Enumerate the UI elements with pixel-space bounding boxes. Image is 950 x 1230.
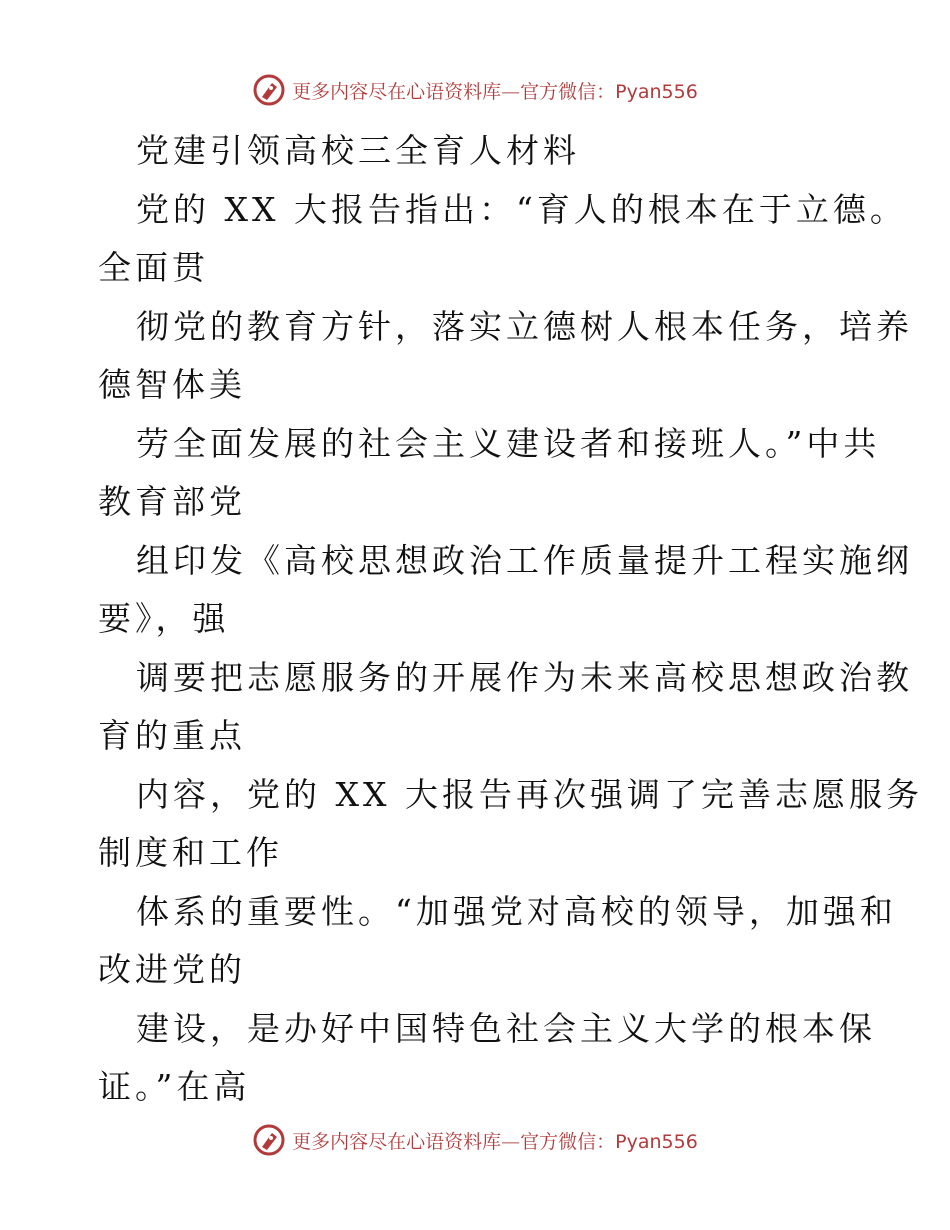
pen-nib-circle-icon — [252, 1123, 286, 1157]
text-line: 建设，是办好中国特色社会主义大学的根本保 — [136, 1008, 876, 1048]
text-line: 制度和工作 — [98, 833, 283, 872]
text-line: 教育部党 — [98, 482, 246, 521]
watermark-text — [292, 1127, 698, 1154]
document-title: 党建引领高校三全育人材料 — [136, 131, 580, 170]
watermark-main: 更多内容尽在心语资料库 — [292, 1130, 502, 1153]
text-line: 彻党的教育方针，落实立德树人根本任务，培养 — [136, 306, 913, 346]
text-line: 体系的重要性。“加强党对高校的领导，加强和 — [136, 891, 897, 931]
text-line: 育的重点 — [98, 716, 246, 755]
watermark-main: 更多内容尽在心语资料库 — [292, 80, 502, 103]
text-line: 党的 XX 大报告指出：“育人的根本在于立德。 — [136, 189, 907, 229]
text-line: 内容，党的 XX 大报告再次强调了完善志愿服务 — [136, 774, 923, 814]
watermark-dash: — — [501, 1130, 521, 1153]
text-line: 全面贯 — [98, 248, 209, 287]
text-line: 调要把志愿服务的开展作为未来高校思想政治教 — [136, 657, 913, 697]
text-line: 德智体美 — [98, 365, 246, 404]
watermark-wechat: 官方微信：Pyan556 — [520, 80, 698, 103]
watermark-wechat: 官方微信：Pyan556 — [520, 1130, 698, 1153]
text-line: 劳全面发展的社会主义建设者和接班人。”中共 — [136, 423, 881, 463]
text-line: 要》，强 — [98, 599, 230, 638]
watermark-dash: — — [501, 80, 521, 103]
text-line: 证。”在高 — [98, 1067, 251, 1106]
header-watermark — [0, 70, 950, 110]
text-line: 组印发《高校思想政治工作质量提升工程实施纲 — [136, 540, 913, 580]
document-body — [98, 122, 923, 1117]
watermark-text — [292, 77, 698, 104]
pen-nib-circle-icon — [252, 73, 286, 107]
footer-watermark — [0, 1120, 950, 1160]
text-line: 改进党的 — [98, 950, 246, 989]
